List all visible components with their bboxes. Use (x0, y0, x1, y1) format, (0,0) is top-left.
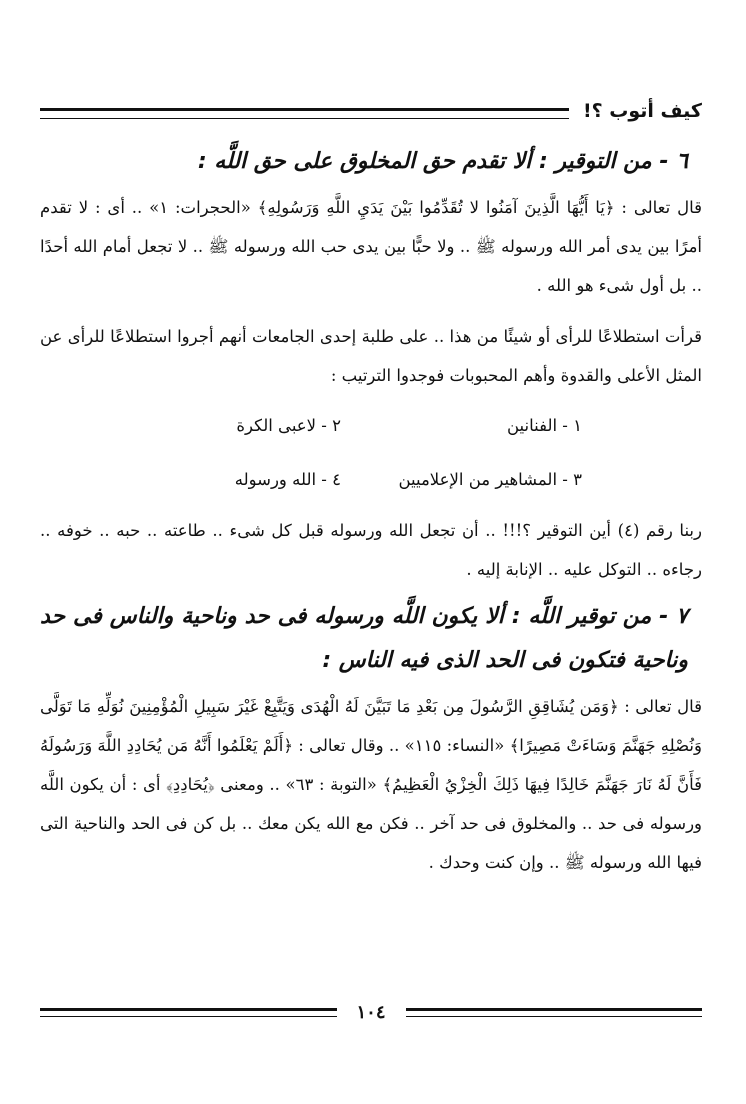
page-number: ١٠٤ (356, 1001, 386, 1023)
section-7-paragraph-1: قال تعالى : ﴿وَمَن يُشَاقِقِ الرَّسُولَ مِن بَعْدِ مَا تَبَيَّنَ لَهُ الْهُدَى وَيَتَّبِعْ غَيْرَ سَبِيلِ الْمُؤْمِنِينَ نُوَلِّهِ مَا تَوَلَّى وَنُصْلِهِ جَهَنَّمَ وَسَاءَتْ مَصِيرًا﴾ «النساء: ١١٥» .. وقال تعالى : ﴿أَلَمْ يَعْلَمُوا أَنَّهُ مَن يُحَادِدِ اللَّهَ وَرَسُولَهُ فَأَنَّ لَهُ نَارَ جَهَنَّمَ خَالِدًا فِيهَا ذَلِكَ الْخِزْيُ الْعَظِيمُ﴾ «التوبة : ٦٣» .. ومعنى ﴿يُحَادِدِ﴾ أى : أن يكون اللَّه ورسوله فى حد .. والمخلوق فى حد آخر .. فكن مع الله يكن معك .. بل كن فى الحد والناحية التى فيها الله ورسوله ﷺ .. وإن كنت وحدك . (40, 697, 702, 872)
section-6-paragraph-3: ربنا رقم (٤) أين التوقير ؟!!! .. أن تجعل الله ورسوله قبل كل شىء .. طاعته .. حبه .. خوفه .. رجاءه .. التوكل عليه .. الإنابة إليه . (40, 521, 702, 579)
ranking-item-2: ٢ - لاعبى الكرة (236, 416, 341, 435)
ranking-item-1: ١ - الفنانين (506, 416, 582, 435)
section-6-paragraph-2: قرأت استطلاعًا للرأى أو شيئًا من هذا .. على طلبة إحدى الجامعات أنهم أجروا استطلاعًا للرأى عن المثل الأعلى والقدوة وأهم المحبوبات فوجدوا الترتيب : (40, 327, 702, 385)
footer-rule-left (40, 1008, 337, 1017)
ranking-item-3: ٣ - المشاهير من الإعلاميين (398, 470, 582, 489)
ranking-item-4: ٤ - الله ورسوله (234, 470, 341, 489)
page-content (40, 140, 702, 882)
page-footer (40, 1000, 702, 1024)
spacer (40, 305, 702, 313)
section-6-heading: ٦ - من التوقير : ألا تقدم حق المخلوق على حق اللَّه : (197, 149, 688, 174)
running-title: كيف أتوب ؟! (582, 100, 702, 122)
section-7-heading: ٧ - من توقير اللَّه : ألا يكون اللَّه ورسوله فى حد وناحية والناس فى حد وناحية فتكون فى الحد الذى فيه الناس : (40, 604, 688, 673)
footer-rule-right (406, 1008, 703, 1017)
section-6-paragraph-1: قال تعالى : ﴿يَا أَيُّهَا الَّذِينَ آمَنُوا لا تُقَدِّمُوا بَيْنَ يَدَيِ اللَّهِ وَرَسُولِهِ﴾ «الحجرات: ١» .. أى : لا تقدم أمرًا بين يدى أمر الله ورسوله ﷺ .. ولا حبًّا بين يدى حب الله ورسوله ﷺ .. لا تجعل أمام الله أحدًا .. بل أول شىء هو الله . (40, 198, 703, 295)
header-rule (40, 108, 569, 119)
ranking-list (40, 399, 702, 507)
running-header (40, 96, 702, 126)
